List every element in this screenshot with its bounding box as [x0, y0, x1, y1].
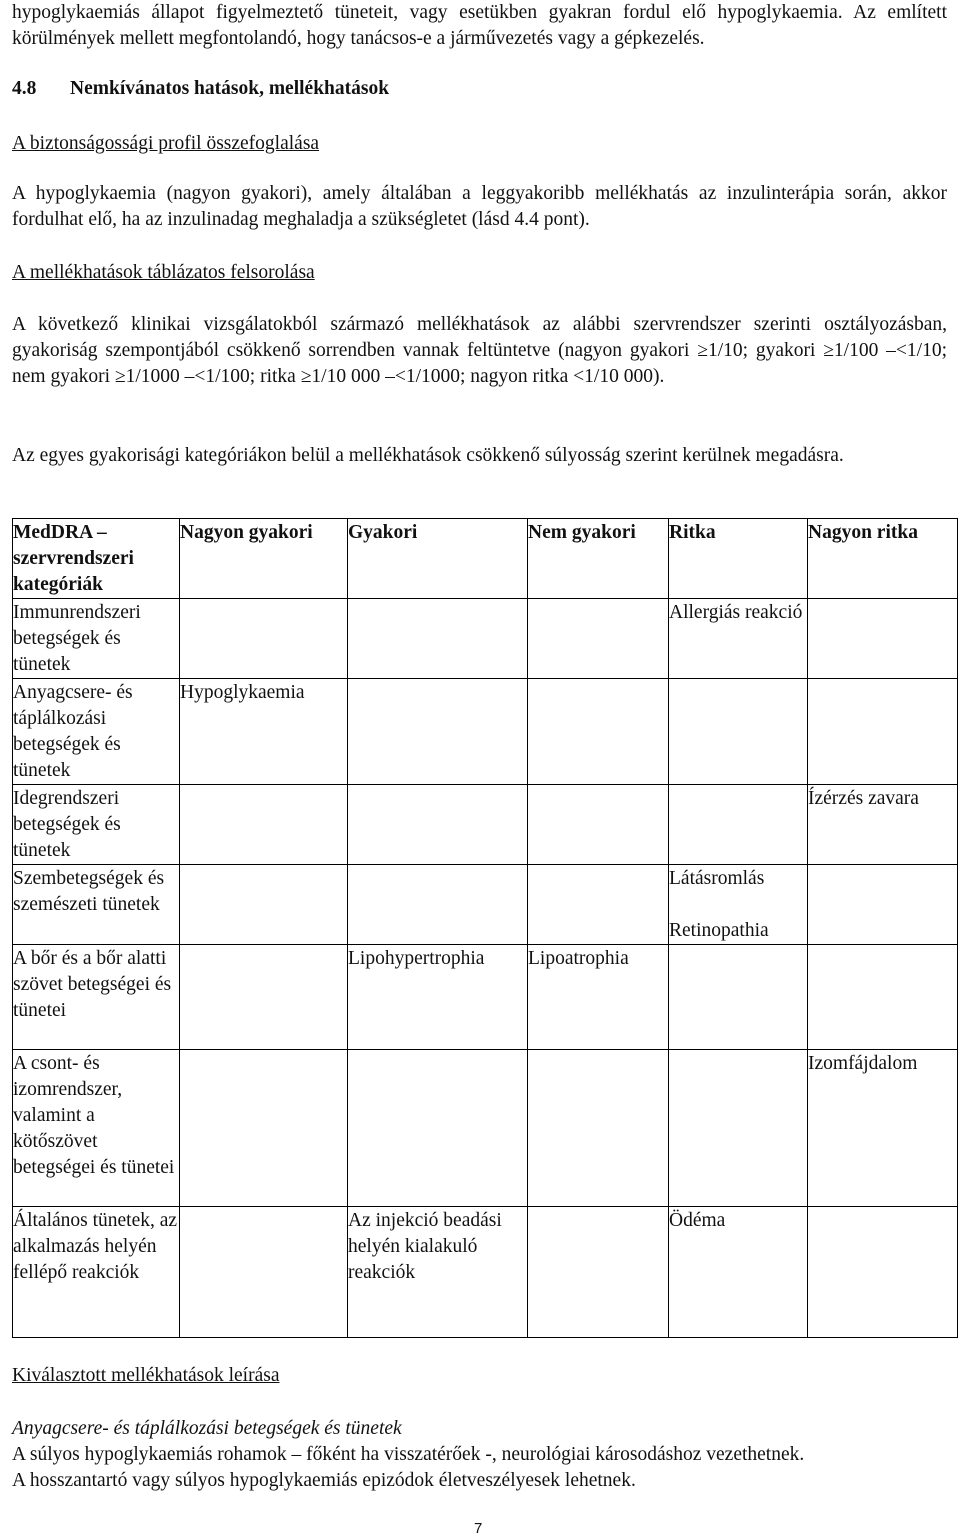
table-row	[13, 785, 958, 865]
common-cell	[348, 679, 528, 785]
uncommon-cell	[528, 865, 669, 945]
very-common-cell	[180, 1050, 348, 1207]
soc-cell: Idegrendszeri betegségek és tünetek	[13, 785, 180, 865]
header-soc: MedDRA – szervrendszeri kategóriák	[13, 519, 180, 599]
section-number: 4.8	[12, 78, 37, 99]
very-rare-cell	[808, 865, 958, 945]
selected-reactions-line: A súlyos hypoglykaemiás rohamok – főként ha visszatérőek -, neurológiai károsodáshoz vezethetnek.	[12, 1444, 805, 1465]
soc-cell: Immunrendszeri betegségek és tünetek	[13, 599, 180, 679]
rare-cell	[669, 1050, 808, 1207]
selected-reactions-line: A hosszantartó vagy súlyos hypoglykaemiás epizódok életveszélyesek lehetnek.	[12, 1470, 636, 1491]
table-header-row	[13, 519, 958, 599]
rare-cell: Ödéma	[669, 1207, 808, 1338]
soc-cell: Általános tünetek, az alkalmazás helyén fellépő reakciók	[13, 1207, 180, 1338]
tabulated-list-heading: A mellékhatások táblázatos felsorolása	[12, 262, 315, 283]
table-row	[13, 945, 958, 1050]
common-cell: Lipohypertrophia	[348, 945, 528, 1050]
very-common-cell	[180, 785, 348, 865]
intro-paragraph: hypoglykaemiás állapot figyelmeztető tüneteit, vagy esetükben gyakran fordul elő hypoglykaemia. Az említett körülmények mellett megfontolandó, hogy tanácsos-e a járművezetés vagy a gépkezelés.	[12, 2, 947, 49]
soc-cell: Anyagcsere- és táplálkozási betegségek és tünetek	[13, 679, 180, 785]
rare-item: Retinopathia	[669, 920, 769, 941]
selected-reactions-heading: Kiválasztott mellékhatások leírása	[12, 1365, 280, 1386]
very-rare-cell: Ízérzés zavara	[808, 785, 958, 865]
rare-cell	[669, 865, 808, 945]
very-common-cell	[180, 865, 348, 945]
rare-cell	[669, 679, 808, 785]
tabulated-list-paragraph: A következő klinikai vizsgálatokból származó mellékhatások az alábbi szervrendszer szerinti osztályozásban, gyakoriság szempontjából csökkenő sorrendben vannak feltüntetve (nagyon gyakori ≥1/10; gyakori ≥1/100 –<1/10; nem gyakori ≥1/1000 –<1/100; ritka ≥1/10 000 –<1/1000; nagyon ritka <1/10 000).	[12, 314, 947, 387]
spacer	[669, 892, 807, 918]
very-rare-cell	[808, 1207, 958, 1338]
selected-reactions-text	[12, 1442, 947, 1494]
table-row	[13, 599, 958, 679]
very-rare-cell	[808, 679, 958, 785]
soc-cell: A bőr és a bőr alatti szövet betegségei és tünetei	[13, 945, 180, 1050]
very-common-cell: Hypoglykaemia	[180, 679, 348, 785]
rare-cell	[669, 945, 808, 1050]
table-row	[13, 1207, 958, 1338]
header-very-common: Nagyon gyakori	[180, 519, 348, 599]
very-common-cell	[180, 945, 348, 1050]
header-common: Gyakori	[348, 519, 528, 599]
rare-cell	[669, 785, 808, 865]
uncommon-cell	[528, 785, 669, 865]
table-row	[13, 1050, 958, 1207]
header-rare: Ritka	[669, 519, 808, 599]
very-rare-cell	[808, 945, 958, 1050]
common-cell	[348, 599, 528, 679]
uncommon-cell: Lipoatrophia	[528, 945, 669, 1050]
section-heading	[12, 76, 389, 102]
table-row	[13, 865, 958, 945]
uncommon-cell	[528, 1207, 669, 1338]
adverse-reactions-table	[12, 518, 958, 1338]
header-very-rare: Nagyon ritka	[808, 519, 958, 599]
very-common-cell	[180, 599, 348, 679]
common-cell	[348, 1050, 528, 1207]
page-number: 7	[474, 1520, 483, 1537]
very-common-cell	[180, 1207, 348, 1338]
common-cell	[348, 865, 528, 945]
section-title: Nemkívánatos hatások, mellékhatások	[70, 78, 390, 99]
header-uncommon: Nem gyakori	[528, 519, 669, 599]
selected-reactions-subheading: Anyagcsere- és táplálkozási betegségek és tünetek	[12, 1418, 402, 1439]
very-rare-cell: Izomfájdalom	[808, 1050, 958, 1207]
table-row	[13, 679, 958, 785]
rare-cell: Allergiás reakció	[669, 599, 808, 679]
common-cell	[348, 785, 528, 865]
safety-profile-paragraph: A hypoglykaemia (nagyon gyakori), amely általában a leggyakoribb mellékhatás az inzulinterápia során, akkor fordulhat elő, ha az inzulinadag meghaladja a szükségletet (lásd 4.4 pont).	[12, 183, 947, 230]
very-rare-cell	[808, 599, 958, 679]
uncommon-cell	[528, 679, 669, 785]
soc-cell: A csont- és izomrendszer, valamint a kötőszövet betegségei és tünetei	[13, 1050, 180, 1207]
uncommon-cell	[528, 1050, 669, 1207]
severity-paragraph: Az egyes gyakorisági kategóriákon belül a mellékhatások csökkenő súlyosság szerint kerülnek megadásra.	[12, 445, 844, 466]
uncommon-cell	[528, 599, 669, 679]
soc-cell: Szembetegségek és szemészeti tünetek	[13, 865, 180, 945]
common-cell: Az injekció beadási helyén kialakuló reakciók	[348, 1207, 528, 1338]
safety-profile-heading: A biztonságossági profil összefoglalása	[12, 133, 320, 154]
rare-item: Látásromlás	[669, 868, 765, 889]
